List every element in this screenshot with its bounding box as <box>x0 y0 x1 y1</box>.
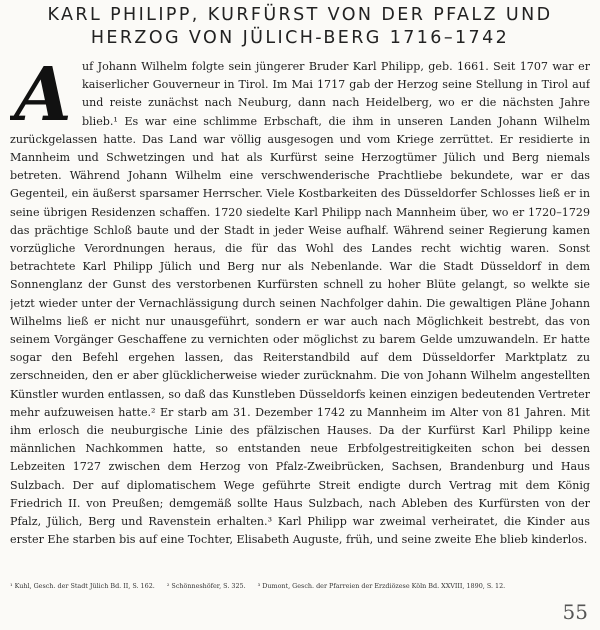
footnote-3: ³ Dumont, Gesch. der Pfarreien der Erzdiözese Köln Bd. XXVIII, 1890, S. 12. <box>257 582 506 590</box>
title-line-2: HERZOG VON JÜLICH-BERG 1716–1742 <box>90 28 510 48</box>
page-number: 55 <box>562 600 588 624</box>
footnote-1: ¹ Kuhl, Gesch. der Stadt Jülich Bd. II, S. 162. <box>10 582 155 590</box>
body-text-block <box>10 58 590 576</box>
body-paragraph: uf Johann Wilhelm folgte sein jüngerer Bruder Karl Philipp, geb. 1661. Seit 1707 war er kaiserlicher Gouverneur in Tirol. Im Mai 1717 gab der Herzog seine Stellung in Tirol auf und reiste zunächst nach Neuburg, dann nach Heidelberg, wo er die nächsten Jahre blieb.¹ Es war eine schlimme Erbschaft, die ihm in unseren Landen Johann Wilhelm zurückgelassen hatte. Das Land war völlig ausgesogen und vom Kriege zerrüttet. Er residierte in Mannheim und Schwetzingen und hat als Kurfürst seine Herzogtümer Jülich und Berg niemals betreten. Während Johann Wilhelm eine verschwenderische Prachtliebe bekundete, war er das Gegenteil, ein äußerst sparsamer Herrscher. Viele Kostbarkeiten des Düsseldorfer Schlosses ließ er in seine übrigen Residenzen schaffen. 1720 siedelte Karl Philipp nach Mannheim über, wo er 1720–1729 das prächtige Schloß baute und der Stadt in jeder Weise aufhalf. Während seiner Regierung kamen vorzügliche Verordnungen heraus, die für das Wohl des Landes recht wichtig waren. Sonst betrachtete Karl Philipp Jülich und Berg nur als Nebenlande. War die Stadt Düsseldorf in dem Sonnenglanz der Gunst des verstorbenen Kurfürsten schnell zu hoher Blüte gelangt, so welkte sie jetzt wieder unter der Vernachlässigung durch seinen Nachfolger dahin. Die gewaltigen Pläne Johann Wilhelms ließ er nicht nur unausgeführt, sondern er war auch nach Möglichkeit bestrebt, das von seinem Vorgänger Geschaffene zu vernichten oder möglichst zu barem Gelde umzuwandeln. Er hatte sogar den Befehl ergehen lassen, das Reiterstandbild auf dem Düsseldorfer Marktplatz zu zerschneiden, den er aber glücklicherweise wieder zurücknahm. Die von Johann Wilhelm angestellten Künstler wurden entlassen, so daß das Kunstleben Düsseldorfs keinen einzigen bedeutenden Vertreter mehr aufzuweisen hatte.² Er starb am 31. Dezember 1742 zu Mannheim im Alter von 81 Jahren. Mit ihm erlosch die neuburgische Linie des pfälzischen Hauses. Da der Kurfürst Karl Philipp keine männlichen Nachkommen hatte, so entstanden neue Erbfolgestreitigkeiten schon bei dessen Lebzeiten 1727 zwischen dem Herzog von Pfalz-Zweibrücken, Sachsen, Brandenburg und Haus Sulzbach. Der auf diplomatischem Wege geführte Streit endigte durch Vertrag mit dem König Friedrich II. von Preußen; demgemäß sollte Haus Sulzbach, nach Ableben des Kurfürsten von der Pfalz, Jülich, Berg und Ravenstein erhalten.³ Karl Philipp war zweimal verheiratet, die Kinder aus erster Ehe starben bis auf eine Tochter, Elisabeth Auguste, früh, und seine zweite Ehe blieb kinderlos. <box>10 60 590 547</box>
title-line-1: KARL PHILIPP, KURFÜRST VON DER PFALZ UND <box>47 5 553 25</box>
drop-cap-initial: A <box>14 58 72 138</box>
footnotes <box>10 582 590 591</box>
page-title <box>10 4 590 50</box>
footnote-2: ² Schönneshöfer, S. 325. <box>166 582 246 590</box>
